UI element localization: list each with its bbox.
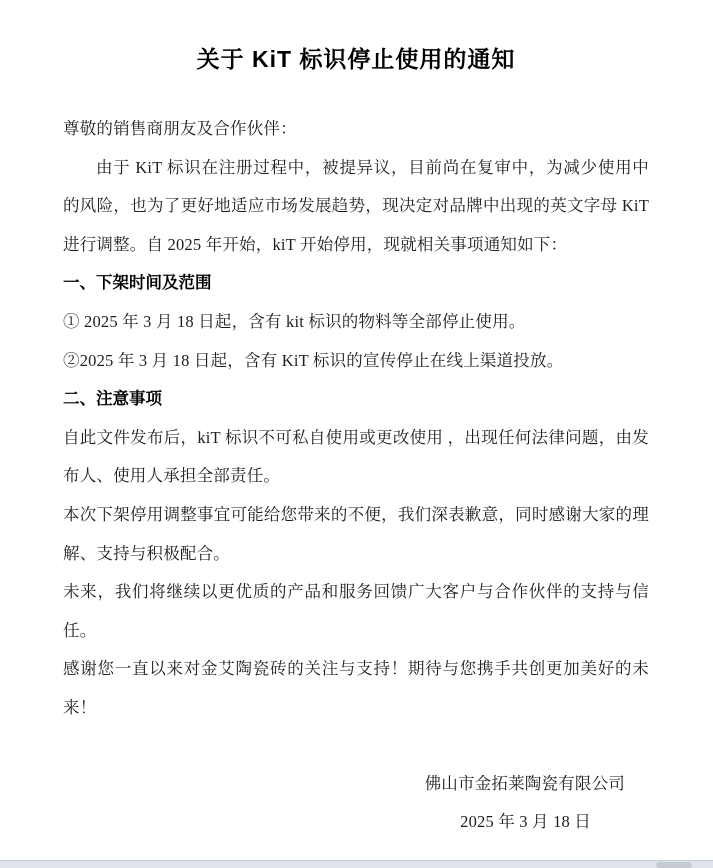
- horizontal-scrollbar[interactable]: [0, 860, 713, 868]
- section1-item-1: ① 2025 年 3 月 18 日起，含有 kit 标识的物料等全部停止使用。: [63, 311, 526, 331]
- scrollbar-thumb[interactable]: [656, 862, 692, 868]
- section2-paragraph-2: 本次下架停用调整事宜可能给您带来的不便，我们深表歉意，同时感谢大家的理解、支持与积极配合。: [63, 504, 649, 563]
- signature-date: 2025 年 3 月 18 日: [460, 812, 591, 832]
- section2-paragraph-4: 感谢您一直以来对金艾陶瓷砖的关注与支持！期待与您携手共创更加美好的未来！: [63, 659, 649, 717]
- intro-paragraph: 由于 KiT 标识在注册过程中，被提异议，目前尚在复审中，为减少使用中的风险，也为了更好地适应市场发展趋势，现决定对品牌中出现的英文字母 KiT 进行调整。自 2025 年开始，kiT 开始停用，现就相关事项通知如下：: [63, 157, 649, 254]
- section1-item-2: ②2025 年 3 月 18 日起，含有 KiT 标识的宣传停止在线上渠道投放。: [63, 350, 564, 370]
- document-title: 关于 KiT 标识停止使用的通知: [196, 46, 516, 72]
- salutation: 尊敬的销售商朋友及合作伙伴：: [63, 119, 297, 138]
- signature-company: 佛山市金拓莱陶瓷有限公司: [424, 773, 625, 793]
- section2-heading: 二、注意事项: [63, 390, 162, 409]
- section2-paragraph-3: 未来，我们将继续以更优质的产品和服务回馈广大客户与合作伙伴的支持与信任。: [63, 582, 649, 640]
- section1-heading: 一、下架时间及范围: [63, 274, 212, 293]
- section2-paragraph-1: 自此文件发布后，kiT 标识不可私自使用或更改使用 ，出现任何法律问题，由发布人、使用人承担全部责任。: [63, 427, 649, 486]
